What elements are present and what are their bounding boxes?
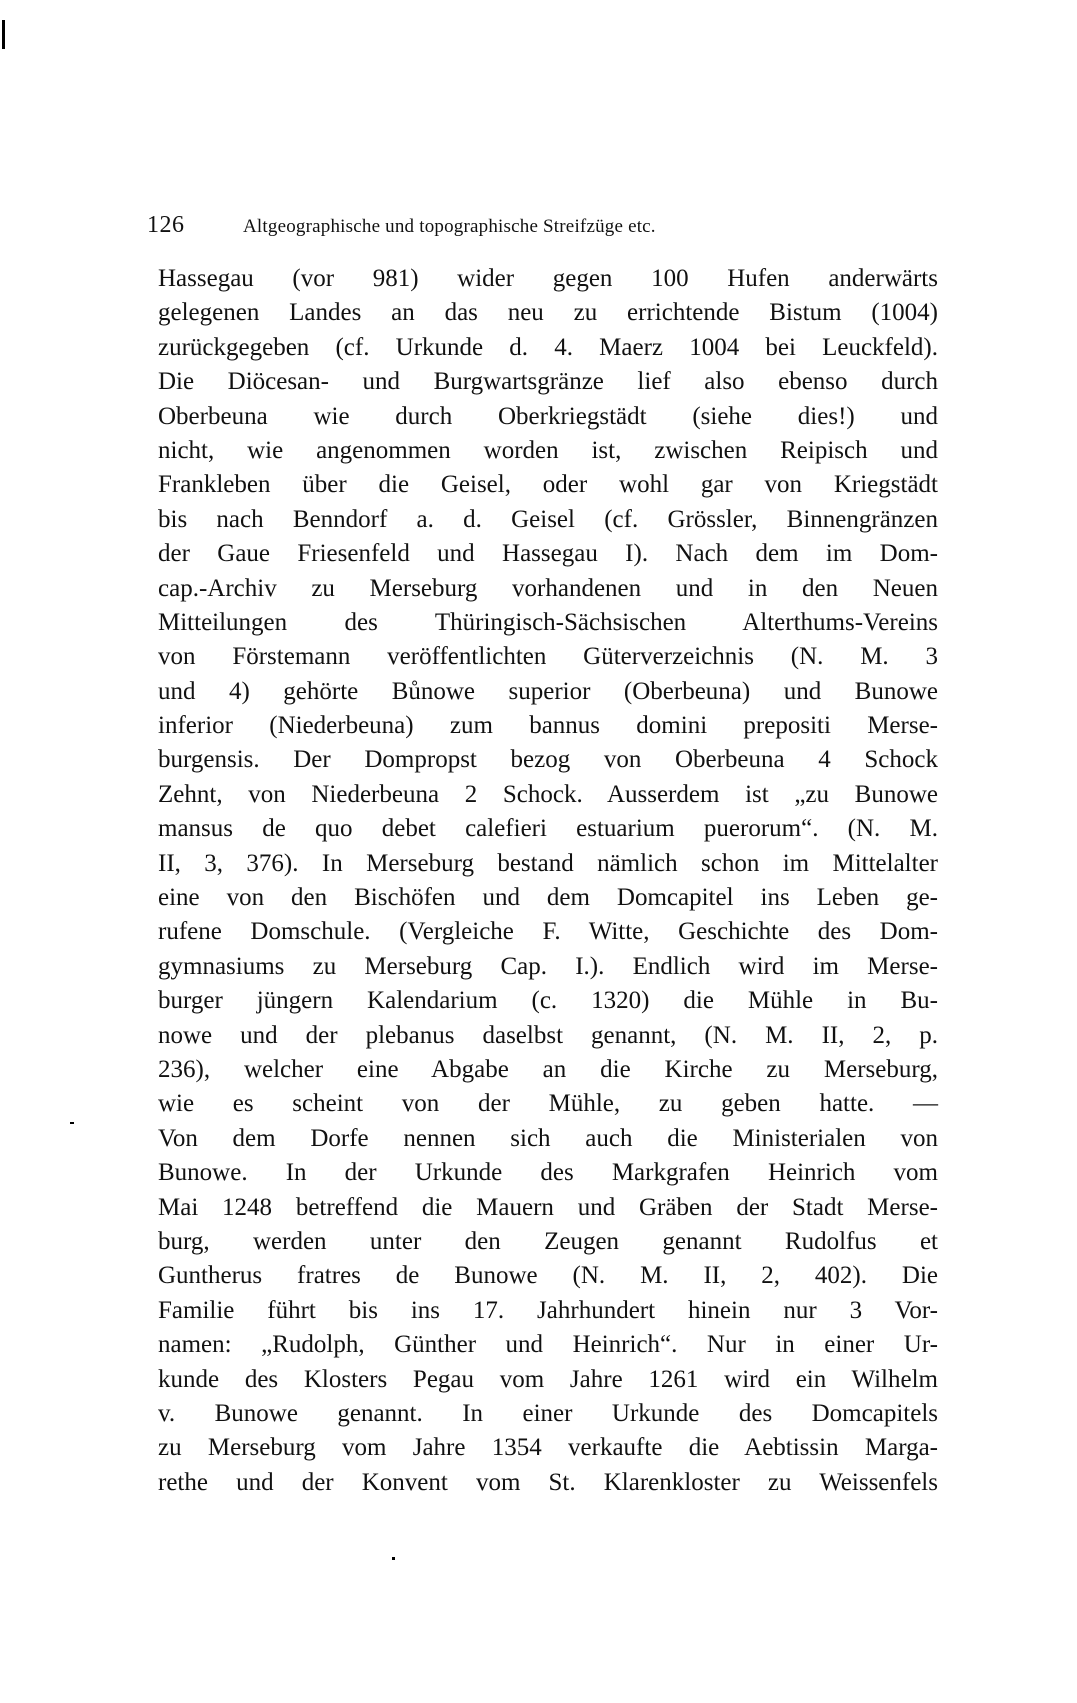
text-line: gymnasiums zu Merseburg Cap. I.). Endlich wird im Merse- — [158, 952, 938, 980]
scan-speck — [70, 1122, 74, 1124]
text-line: gelegenen Landes an das neu zu errichtende Bistum (1004) — [158, 299, 938, 327]
text-line: zurückgegeben (cf. Urkunde d. 4. Maerz 1004 bei Leuckfeld). — [158, 333, 938, 361]
text-line: rethe und der Konvent vom St. Klarenkloster zu Weissenfels — [158, 1468, 938, 1496]
text-line: von Förstemann veröffentlichten Güterverzeichnis (N. M. 3 — [158, 643, 938, 671]
text-line: kunde des Klosters Pegau vom Jahre 1261 wird ein Wilhelm — [158, 1365, 938, 1393]
text-line: Die Diöcesan- und Burgwartsgränze lief also ebenso durch — [158, 368, 938, 396]
text-line: Von dem Dorfe nennen sich auch die Ministerialen von — [158, 1124, 938, 1152]
text-line: burgensis. Der Dompropst bezog von Oberbeuna 4 Schock — [158, 746, 938, 774]
text-line: v. Bunowe genannt. In einer Urkunde des Domcapitels — [158, 1399, 938, 1427]
text-line: Oberbeuna wie durch Oberkriegstädt (siehe dies!) und — [158, 402, 938, 430]
text-line: burger jüngern Kalendarium (c. 1320) die Mühle in Bu- — [158, 987, 938, 1015]
text-line: eine von den Bischöfen und dem Domcapitel ins Leben ge- — [158, 884, 938, 912]
text-line: bis nach Benndorf a. d. Geisel (cf. Grössler, Binnengränzen — [158, 505, 938, 533]
scan-edge-mark — [2, 20, 5, 49]
text-line: Mitteilungen des Thüringisch-Sächsischen Alterthums-Vereins — [158, 608, 938, 636]
text-line: Zehnt, von Niederbeuna 2 Schock. Ausserdem ist „zu Bunowe — [158, 780, 938, 808]
text-line: Bunowe. In der Urkunde des Markgrafen Heinrich vom — [158, 1159, 938, 1187]
text-line: der Gaue Friesenfeld und Hassegau I). Nach dem im Dom- — [158, 540, 938, 568]
text-line: cap.-Archiv zu Merseburg vorhandenen und in den Neuen — [158, 574, 938, 602]
text-line: mansus de quo debet calefieri estuarium puerorum“. (N. M. — [158, 815, 938, 843]
text-line: inferior (Niederbeuna) zum bannus domini prepositi Merse- — [158, 712, 938, 740]
text-line: Mai 1248 betreffend die Mauern und Gräben der Stadt Merse- — [158, 1193, 938, 1221]
text-line: rufene Domschule. (Vergleiche F. Witte, Geschichte des Dom- — [158, 918, 938, 946]
text-line: namen: „Rudolph, Günther und Heinrich“. Nur in einer Ur- — [158, 1331, 938, 1359]
page-number: 126 — [147, 212, 185, 238]
page-header — [147, 212, 937, 242]
text-line: nowe und der plebanus daselbst genannt, (N. M. II, 2, p. — [158, 1021, 938, 1049]
text-line: Familie führt bis ins 17. Jahrhundert hinein nur 3 Vor- — [158, 1296, 938, 1324]
text-line: nicht, wie angenommen worden ist, zwischen Reipisch und — [158, 436, 938, 464]
text-line: Guntherus fratres de Bunowe (N. M. II, 2, 402). Die — [158, 1262, 938, 1290]
scan-speck — [392, 1557, 395, 1560]
body-text — [158, 262, 938, 1500]
text-line: II, 3, 376). In Merseburg bestand nämlich schon im Mittelalter — [158, 849, 938, 877]
text-line: wie es scheint von der Mühle, zu geben hatte. — — [158, 1090, 938, 1118]
text-line: 236), welcher eine Abgabe an die Kirche zu Merseburg, — [158, 1055, 938, 1083]
text-line: Hassegau (vor 981) wider gegen 100 Hufen anderwärts — [158, 265, 938, 292]
text-line: burg, werden unter den Zeugen genannt Rudolfus et — [158, 1227, 938, 1255]
running-title: Altgeographische und topographische Streifzüge etc. — [243, 216, 656, 237]
text-line: Frankleben über die Geisel, oder wohl gar von Kriegstädt — [158, 471, 938, 499]
text-line: und 4) gehörte Bůnowe superior (Oberbeuna) und Bunowe — [158, 677, 938, 705]
text-line: zu Merseburg vom Jahre 1354 verkaufte die Aebtissin Marga- — [158, 1434, 938, 1462]
